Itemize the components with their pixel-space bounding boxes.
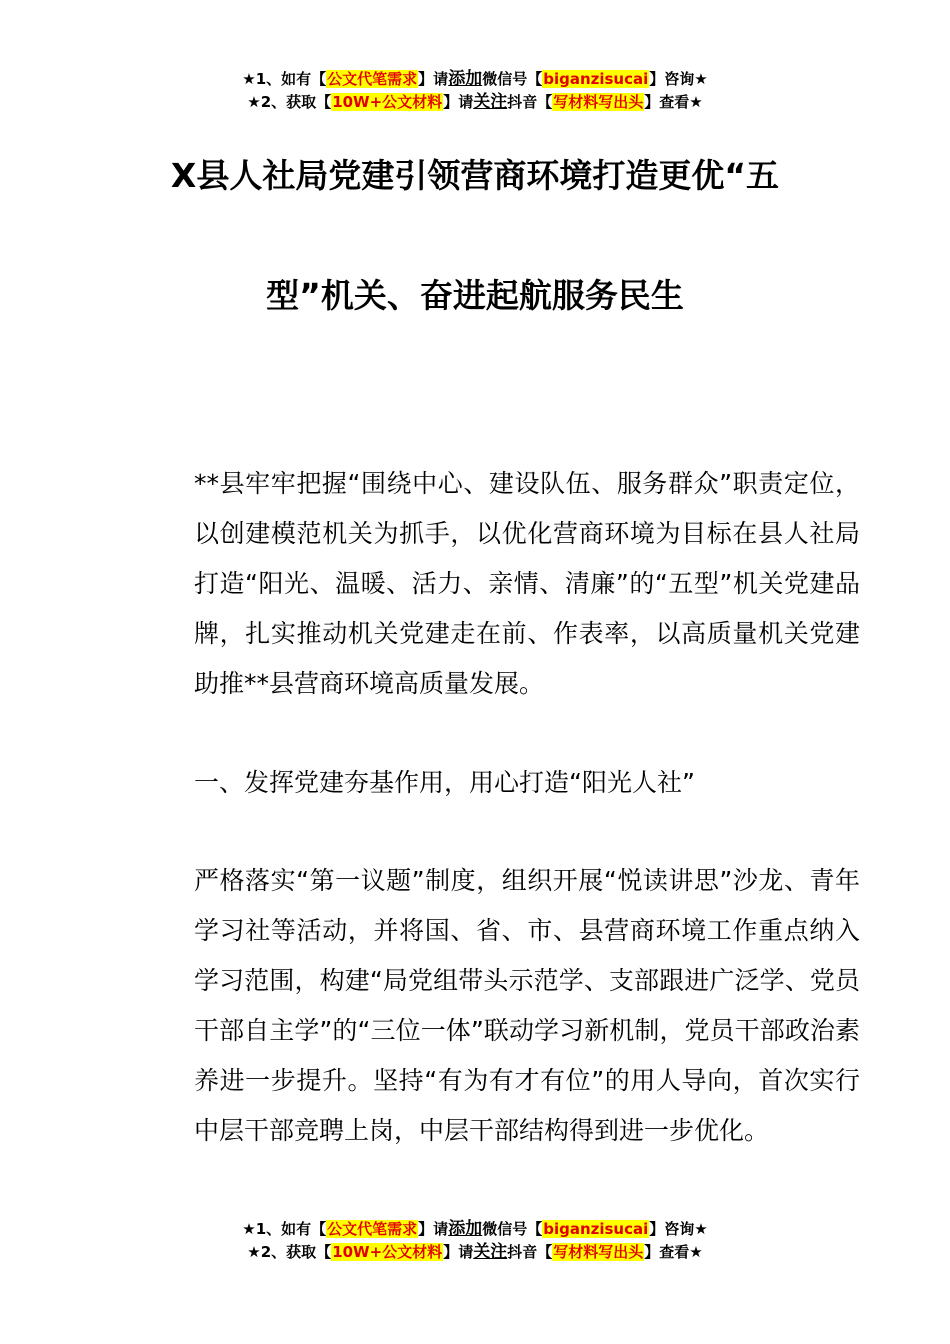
banner-line-2: ★2、获取【10W+公文材料】请关注抖音【写材料写出头】查看★ bbox=[247, 92, 703, 112]
body-paragraph-1: **县牢牢把握“围绕中心、建设队伍、服务群众”职责定位，以创建模范机关为抓手，以优化营商环境为目标在县人社局打造“阳光、温暖、活力、亲情、清廉”的“五型”机关党建品牌，扎实推动机关党建走在前、作表率，以高质量机关党建助推**县营商环境高质量发展。 bbox=[194, 469, 860, 698]
highlight-service: 公文代笔需求 bbox=[327, 1220, 418, 1238]
star-icon: ★ bbox=[242, 70, 256, 88]
section-heading-1: 一、发挥党建夯基作用，用心打造“阳光人社” bbox=[194, 768, 695, 797]
highlight-wechat-id: biganzisucai bbox=[543, 1220, 649, 1238]
star-icon: ★ bbox=[247, 93, 261, 111]
banner-line-1: ★1、如有【公文代笔需求】请添加微信号【biganzisucai】咨询★ bbox=[242, 1219, 708, 1239]
highlight-materials: 10W+公文材料 bbox=[332, 93, 443, 111]
banner-line-2: ★2、获取【10W+公文材料】请关注抖音【写材料写出头】查看★ bbox=[247, 1242, 703, 1262]
header-banner bbox=[0, 68, 950, 114]
highlight-materials: 10W+公文材料 bbox=[332, 1243, 443, 1261]
star-icon: ★ bbox=[247, 1243, 261, 1261]
footer-banner bbox=[0, 1218, 950, 1264]
highlight-service: 公文代笔需求 bbox=[327, 70, 418, 88]
page-title-line-1: X县人社局党建引领营商环境打造更优“五 bbox=[170, 156, 780, 195]
body-paragraph-2: 严格落实“第一议题”制度，组织开展“悦读讲思”沙龙、青年学习社等活动，并将国、省、市、县营商环境工作重点纳入学习范围，构建“局党组带头示范学、支部跟进广泛学、党员干部自主学”的“三位一体”联动学习新机制，党员干部政治素养进一步提升。坚持“有为有才有位”的用人导向，首次实行中层干部竞聘上岗，中层干部结构得到进一步优化。 bbox=[194, 866, 860, 1145]
banner-line-1: ★1、如有【公文代笔需求】请添加微信号【biganzisucai】咨询★ bbox=[242, 69, 708, 89]
highlight-douyin: 写材料写出头 bbox=[553, 1243, 644, 1261]
highlight-wechat-id: biganzisucai bbox=[543, 70, 649, 88]
highlight-douyin: 写材料写出头 bbox=[553, 93, 644, 111]
star-icon: ★ bbox=[242, 1220, 256, 1238]
page-title-line-2: 型”机关、奋进起航服务民生 bbox=[266, 276, 684, 315]
